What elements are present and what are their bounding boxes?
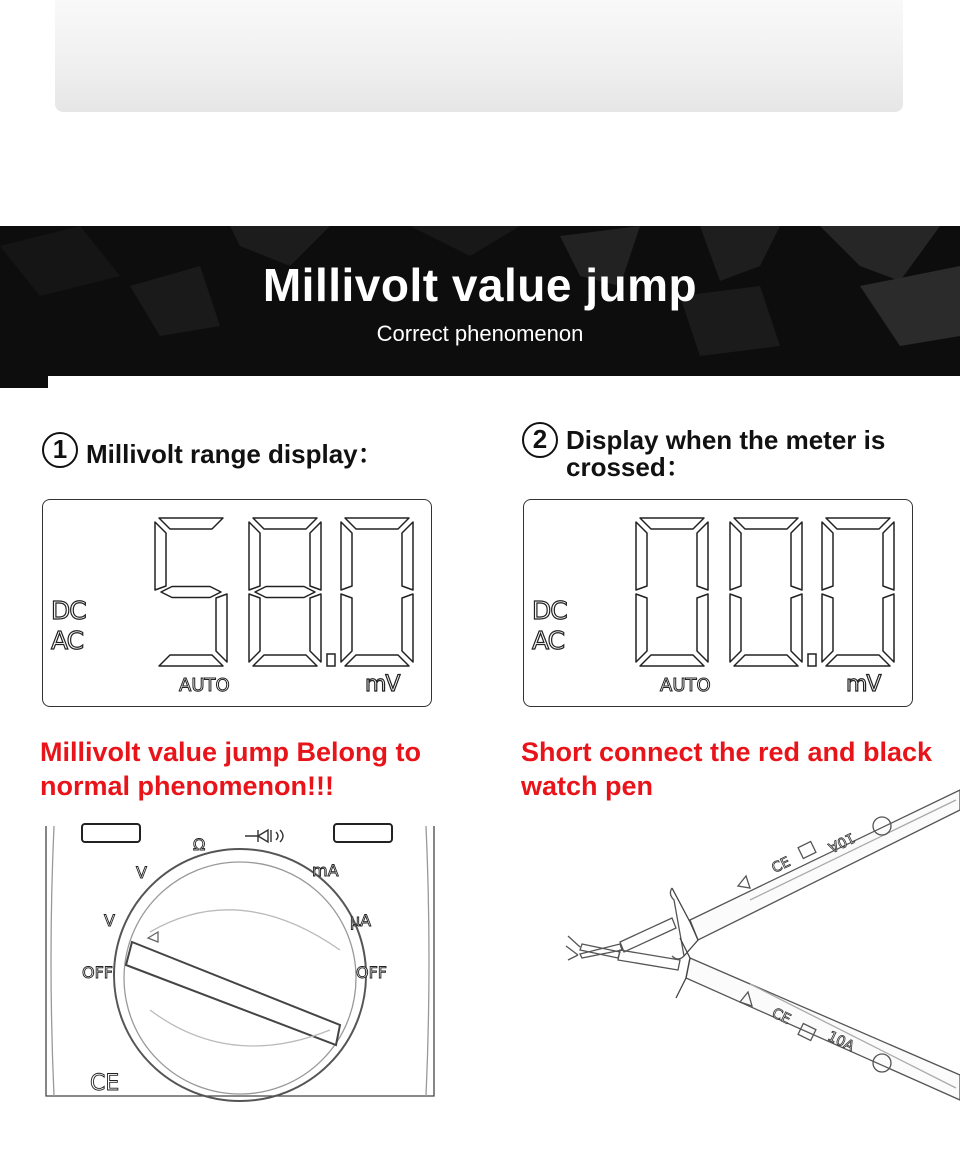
step-1-label: Millivolt range display： <box>86 439 384 469</box>
step-2-number: 2 <box>522 422 558 458</box>
dial-off-left-label: OFF <box>82 963 113 982</box>
lcd2-digit-2-segment-e <box>730 594 741 662</box>
step-2-label: Display when the meter is crossed： <box>566 425 886 482</box>
lcd2-digit-2-segment-b <box>791 522 802 590</box>
lcd1-digit-3-segment-d <box>345 655 409 666</box>
lcd2-decimal-point <box>808 654 816 666</box>
lcd-dc-indicator: DC <box>51 596 86 625</box>
step-1-number: 1 <box>42 432 78 468</box>
lcd2-digit-2-segment-c <box>791 594 802 662</box>
lcd-display-millivolt <box>42 499 432 707</box>
lcd1-digit-2-segment-c <box>310 594 321 662</box>
lcd1-digit-2-segment-g <box>255 587 315 598</box>
lcd1-digit-3-segment-a <box>345 518 409 529</box>
dial-ohm-label: Ω <box>193 835 206 854</box>
note-normal-phenomenon: Millivolt value jump Belong to normal phenomenon!!! <box>40 737 422 801</box>
dial-ma-label: mA <box>312 861 339 880</box>
banner-title: Millivolt value jump <box>262 259 698 311</box>
lcd1-digit-2-segment-d <box>253 655 317 666</box>
lcd1-digit-1-segment-g <box>161 587 221 598</box>
lcd1-digit-1-segment-a <box>159 518 223 529</box>
lcd-unit: mV <box>846 672 881 697</box>
lcd-ac-indicator: AC <box>51 626 84 655</box>
diode-beep-icon <box>245 830 283 842</box>
test-probes-illustration <box>560 770 960 1120</box>
lcd2-digit-2-segment-f <box>730 522 741 590</box>
lcd1-digit-1-segment-d <box>159 655 223 666</box>
lcd2-digit-1-segment-e <box>636 594 647 662</box>
lcd1-digit-3-segment-e <box>341 594 352 662</box>
lcd2-digit-3-segment-e <box>822 594 833 662</box>
multimeter-dial-illustration <box>40 820 440 1110</box>
lcd-dc-indicator: DC <box>532 596 567 625</box>
step-2-heading <box>522 422 926 481</box>
upper-probe-ce-mark: CE <box>769 854 794 877</box>
lcd2-digit-3-segment-b <box>883 522 894 590</box>
dial-off-right-label: OFF <box>356 963 387 982</box>
lcd1-digit-3-segment-c <box>402 594 413 662</box>
lcd2-digit-1-segment-a <box>640 518 704 529</box>
lcd-auto-indicator: AUTO <box>660 675 711 696</box>
lcd-auto-indicator: AUTO <box>179 675 230 696</box>
lcd2-digit-1-segment-d <box>640 655 704 666</box>
lcd2-digit-3-segment-a <box>826 518 890 529</box>
lcd-unit: mV <box>365 672 400 697</box>
step-1-heading <box>42 432 384 468</box>
lcd1-digit-2-segment-b <box>310 522 321 590</box>
dial-ac-v-label: V <box>136 863 147 882</box>
upper-probe-rating: 10A <box>825 828 858 856</box>
lcd1-digit-1-segment-c <box>216 594 227 662</box>
note-short-connect: Short connect the red and black watch pen <box>521 737 933 801</box>
dial-dc-v-label: V <box>104 911 115 930</box>
lcd1-digit-2-segment-a <box>253 518 317 529</box>
dial-ua-label: µA <box>350 911 372 930</box>
lcd-ac-indicator: AC <box>532 626 565 655</box>
lcd1-digit-1-segment-f <box>155 522 166 590</box>
product-image-card <box>55 0 903 112</box>
lcd2-digit-2-segment-a <box>734 518 798 529</box>
lcd2-digit-3-segment-c <box>883 594 894 662</box>
lower-probe-rating: 10A <box>825 1028 857 1055</box>
lcd1-decimal-point <box>327 654 335 666</box>
banner-subtitle: Correct phenomenon <box>376 321 584 346</box>
lcd2-digit-1-segment-c <box>697 594 708 662</box>
lcd2-digit-3-segment-f <box>822 522 833 590</box>
lcd1-digit-2-segment-e <box>249 594 260 662</box>
lcd2-digit-2-segment-d <box>734 655 798 666</box>
lcd1-digit-2-segment-f <box>249 522 260 590</box>
lcd-display-crossed <box>523 499 913 707</box>
ce-mark: CE <box>90 1071 120 1096</box>
lcd2-digit-1-segment-f <box>636 522 647 590</box>
lcd1-digit-3-segment-b <box>402 522 413 590</box>
lcd2-digit-1-segment-b <box>697 522 708 590</box>
lcd1-digit-3-segment-f <box>341 522 352 590</box>
lower-probe-ce-mark: CE <box>769 1005 794 1028</box>
lcd2-digit-3-segment-d <box>826 655 890 666</box>
